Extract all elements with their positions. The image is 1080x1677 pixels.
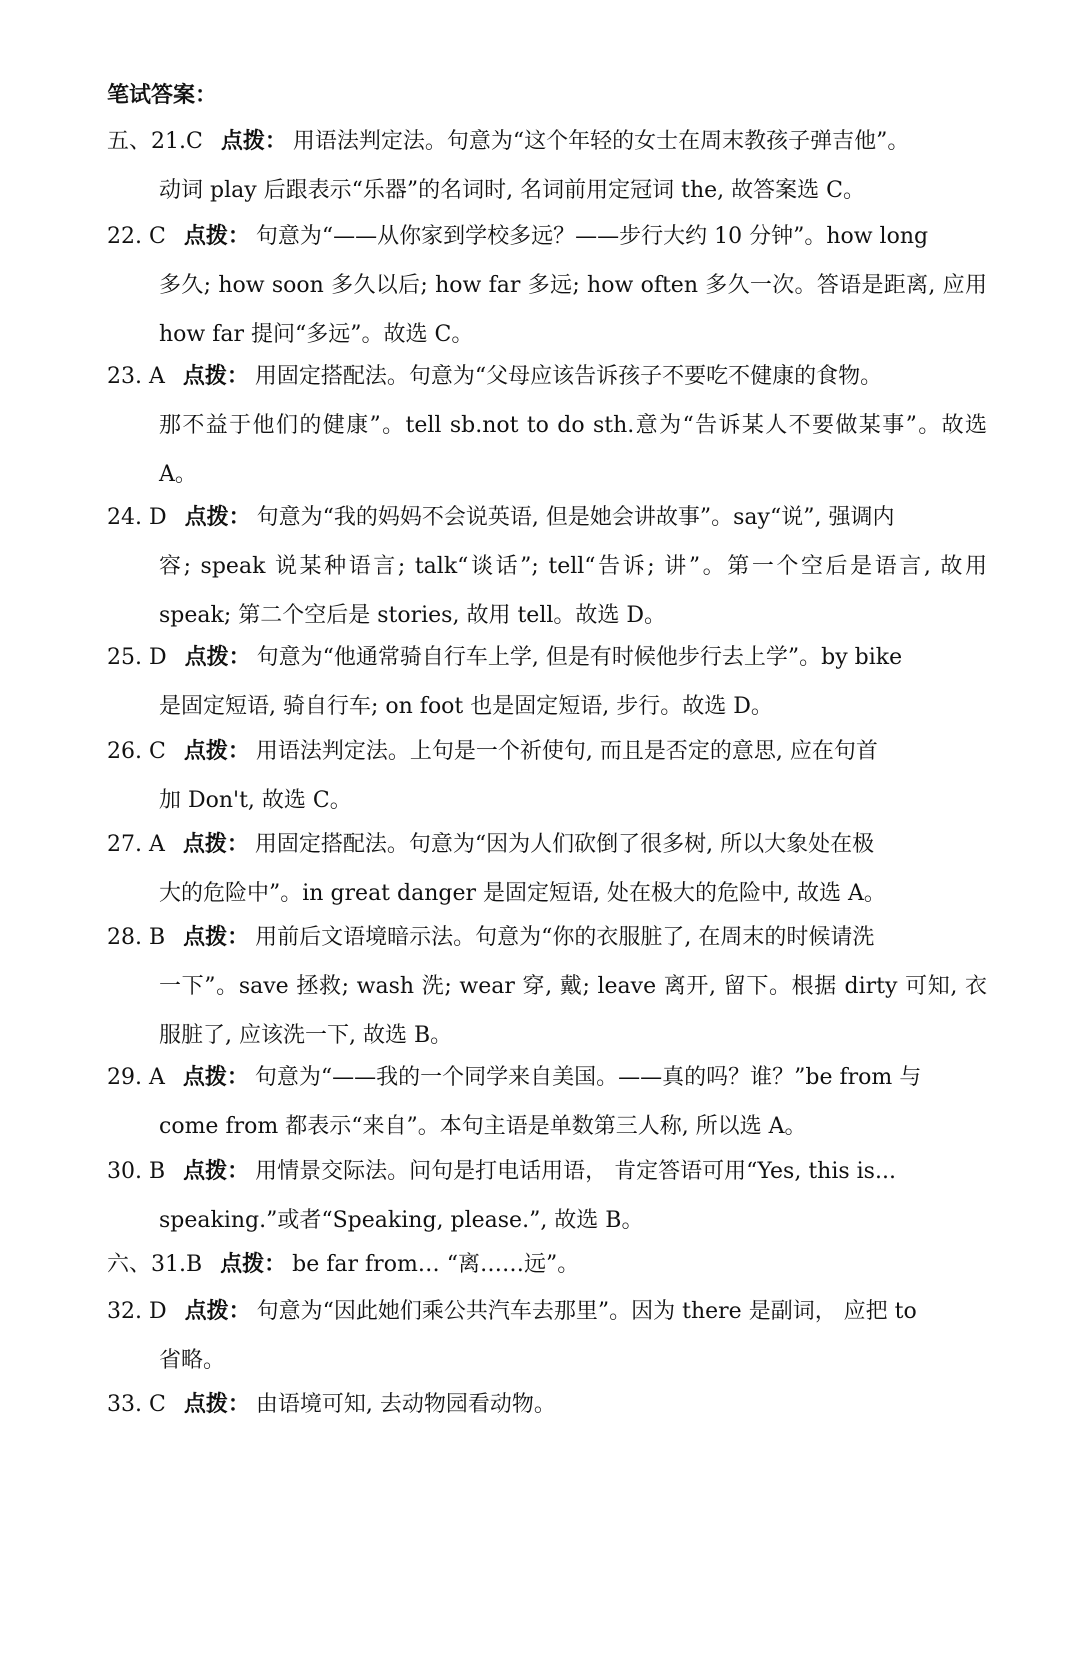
item-text: 用前后文语境暗示法。句意为“你的衣服脏了, 在周末的时候请洗 xyxy=(255,925,875,950)
item-number: 30. B xyxy=(107,1159,166,1184)
item-text-continued: 容; speak 说某种语言; talk“谈话”; tell“告诉; 讲”。第一个空后是语言, 故用 speak; 第二个空后是 stories, 故用 tell。故选 D。 xyxy=(159,554,987,628)
hint-label: 点拨： xyxy=(183,1158,250,1184)
answer-item-28 xyxy=(107,913,987,1060)
item-text: 句意为“——从你家到学校多远？——步行大约 10 分钟”。how long xyxy=(255,224,929,249)
item-text-continued: 是固定短语, 骑自行车; on foot 也是固定短语, 步行。故选 D。 xyxy=(159,694,773,719)
item-text-continued: 大的危险中”。in great danger 是固定短语, 处在极大的危险中, 故选 A。 xyxy=(159,881,886,906)
answer-item-31 xyxy=(107,1240,987,1289)
item-text: be far from… “离……远”。 xyxy=(292,1252,580,1277)
answer-item-21 xyxy=(107,117,987,215)
item-text: 用语法判定法。上句是一个祈使句, 而且是否定的意思, 应在句首 xyxy=(255,739,878,764)
item-number: 32. D xyxy=(107,1299,167,1324)
item-number: 25. D xyxy=(107,645,167,670)
item-number: 33. C xyxy=(107,1392,166,1417)
item-text: 用语法判定法。句意为“这个年轻的女士在周末教孩子弹吉他”。 xyxy=(292,129,910,154)
item-number: 27. A xyxy=(107,832,165,857)
answer-item-22 xyxy=(107,212,987,359)
hint-label: 点拨： xyxy=(184,1298,251,1324)
item-number: 22. C xyxy=(107,224,166,249)
hint-label: 点拨： xyxy=(183,223,250,249)
item-text-continued: 多久; how soon 多久以后; how far 多远; how often 多久一次。答语是距离, 应用 how far 提问“多远”。故选 C。 xyxy=(159,273,987,347)
answer-item-24 xyxy=(107,493,987,640)
item-number: 29. A xyxy=(107,1065,165,1090)
item-text: 句意为“我的妈妈不会说英语, 但是她会讲故事”。say“说”, 强调内 xyxy=(256,505,895,530)
item-number: 26. C xyxy=(107,739,166,764)
item-text-continued: come from 都表示“来自”。本句主语是单数第三人称, 所以选 A。 xyxy=(159,1114,807,1139)
hint-label: 点拨： xyxy=(183,738,250,764)
hint-label: 点拨： xyxy=(220,128,287,154)
item-number: 六、31.B xyxy=(107,1252,203,1277)
item-text-continued: 动词 play 后跟表示“乐器”的名词时, 名词前用定冠词 the, 故答案选 C。 xyxy=(159,178,865,203)
item-text: 用固定搭配法。句意为“因为人们砍倒了很多树, 所以大象处在极 xyxy=(254,832,875,857)
answer-item-29 xyxy=(107,1053,987,1151)
answer-item-30 xyxy=(107,1147,987,1245)
item-number: 23. A xyxy=(107,364,165,389)
item-text-continued: 一下”。save 拯救; wash 洗; wear 穿, 戴; leave 离开, 留下。根据 dirty 可知, 衣服脏了, 应该洗一下, 故选 B。 xyxy=(159,974,987,1048)
item-text-continued: 加 Don't, 故选 C。 xyxy=(159,788,352,813)
item-number: 五、21.C xyxy=(107,129,203,154)
item-number: 28. B xyxy=(107,925,166,950)
hint-label: 点拨： xyxy=(183,924,250,950)
item-text-continued: 省略。 xyxy=(159,1348,226,1373)
hint-label: 点拨： xyxy=(183,1391,250,1417)
item-number: 24. D xyxy=(107,505,167,530)
answer-item-32 xyxy=(107,1287,987,1385)
hint-label: 点拨： xyxy=(182,831,249,857)
item-text: 句意为“因此她们乘公共汽车去那里”。因为 there 是副词， 应把 to xyxy=(256,1299,917,1324)
item-text-continued: speaking.”或者“Speaking, please.”, 故选 B。 xyxy=(159,1208,644,1233)
answer-item-33 xyxy=(107,1380,987,1429)
answer-item-23 xyxy=(107,352,987,499)
hint-label: 点拨： xyxy=(182,363,249,389)
section-heading: 笔试答案： xyxy=(107,82,218,108)
item-text: 用情景交际法。问句是打电话用语， 肯定答语可用“Yes, this is... xyxy=(255,1159,896,1184)
item-text: 用固定搭配法。句意为“父母应该告诉孩子不要吃不健康的食物。 xyxy=(254,364,883,389)
hint-label: 点拨： xyxy=(184,504,251,530)
answer-item-25 xyxy=(107,633,987,731)
answer-item-26 xyxy=(107,727,987,825)
answer-item-27 xyxy=(107,820,987,918)
item-text: 由语境可知, 去动物园看动物。 xyxy=(255,1392,556,1417)
hint-label: 点拨： xyxy=(182,1064,249,1090)
hint-label: 点拨： xyxy=(220,1251,287,1277)
item-text-continued: 那不益于他们的健康”。tell sb.not to do sth.意为“告诉某人不要做某事”。故选 A。 xyxy=(159,413,987,487)
hint-label: 点拨： xyxy=(184,644,251,670)
item-text: 句意为“——我的一个同学来自美国。——真的吗？谁？”be from 与 xyxy=(254,1065,922,1090)
item-text: 句意为“他通常骑自行车上学, 但是有时候他步行去上学”。by bike xyxy=(256,645,903,670)
